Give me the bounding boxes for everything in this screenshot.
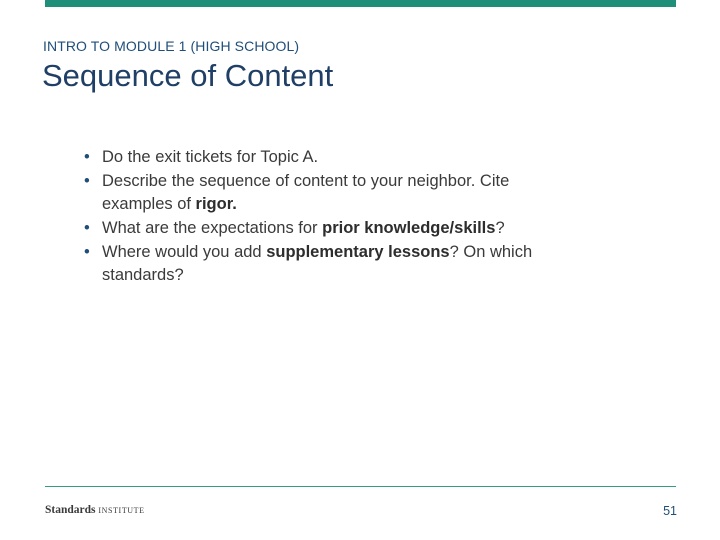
bullet-item <box>84 241 584 287</box>
bullet-text: Where would you add <box>102 243 267 261</box>
bullet-item <box>84 170 584 216</box>
slide-title: Sequence of Content <box>42 58 334 93</box>
bullet-dot-icon: • <box>84 243 90 261</box>
page-number: 51 <box>663 504 677 518</box>
bullet-text: ? <box>495 219 505 237</box>
bullet-dot-icon: • <box>84 148 90 166</box>
slide-kicker: INTRO TO MODULE 1 (HIGH SCHOOL) <box>43 38 300 54</box>
bullet-dot-icon: • <box>84 172 90 190</box>
logo-suffix-text: INSTITUTE <box>98 506 145 515</box>
bullet-text: Do the exit tickets for Topic A. <box>102 148 319 166</box>
standards-institute-logo <box>45 504 145 516</box>
logo-brand-text: Standards <box>45 504 96 516</box>
bullet-item <box>84 217 584 240</box>
bullet-emphasis: supplementary lessons <box>266 243 450 261</box>
footer-divider <box>45 486 676 487</box>
bullet-text: What are the expectations for <box>102 219 323 237</box>
bullet-dot-icon: • <box>84 219 90 237</box>
bullet-emphasis: prior knowledge/skills <box>322 219 496 237</box>
bullet-text: Describe the sequence of content to your neighbor. Cite examples of <box>102 172 510 213</box>
bullet-emphasis: rigor. <box>195 195 237 213</box>
bullet-item <box>84 146 584 169</box>
bullet-list <box>84 146 584 288</box>
bullet-text: ? On which standards? <box>102 243 533 284</box>
top-accent-bar <box>45 0 676 7</box>
